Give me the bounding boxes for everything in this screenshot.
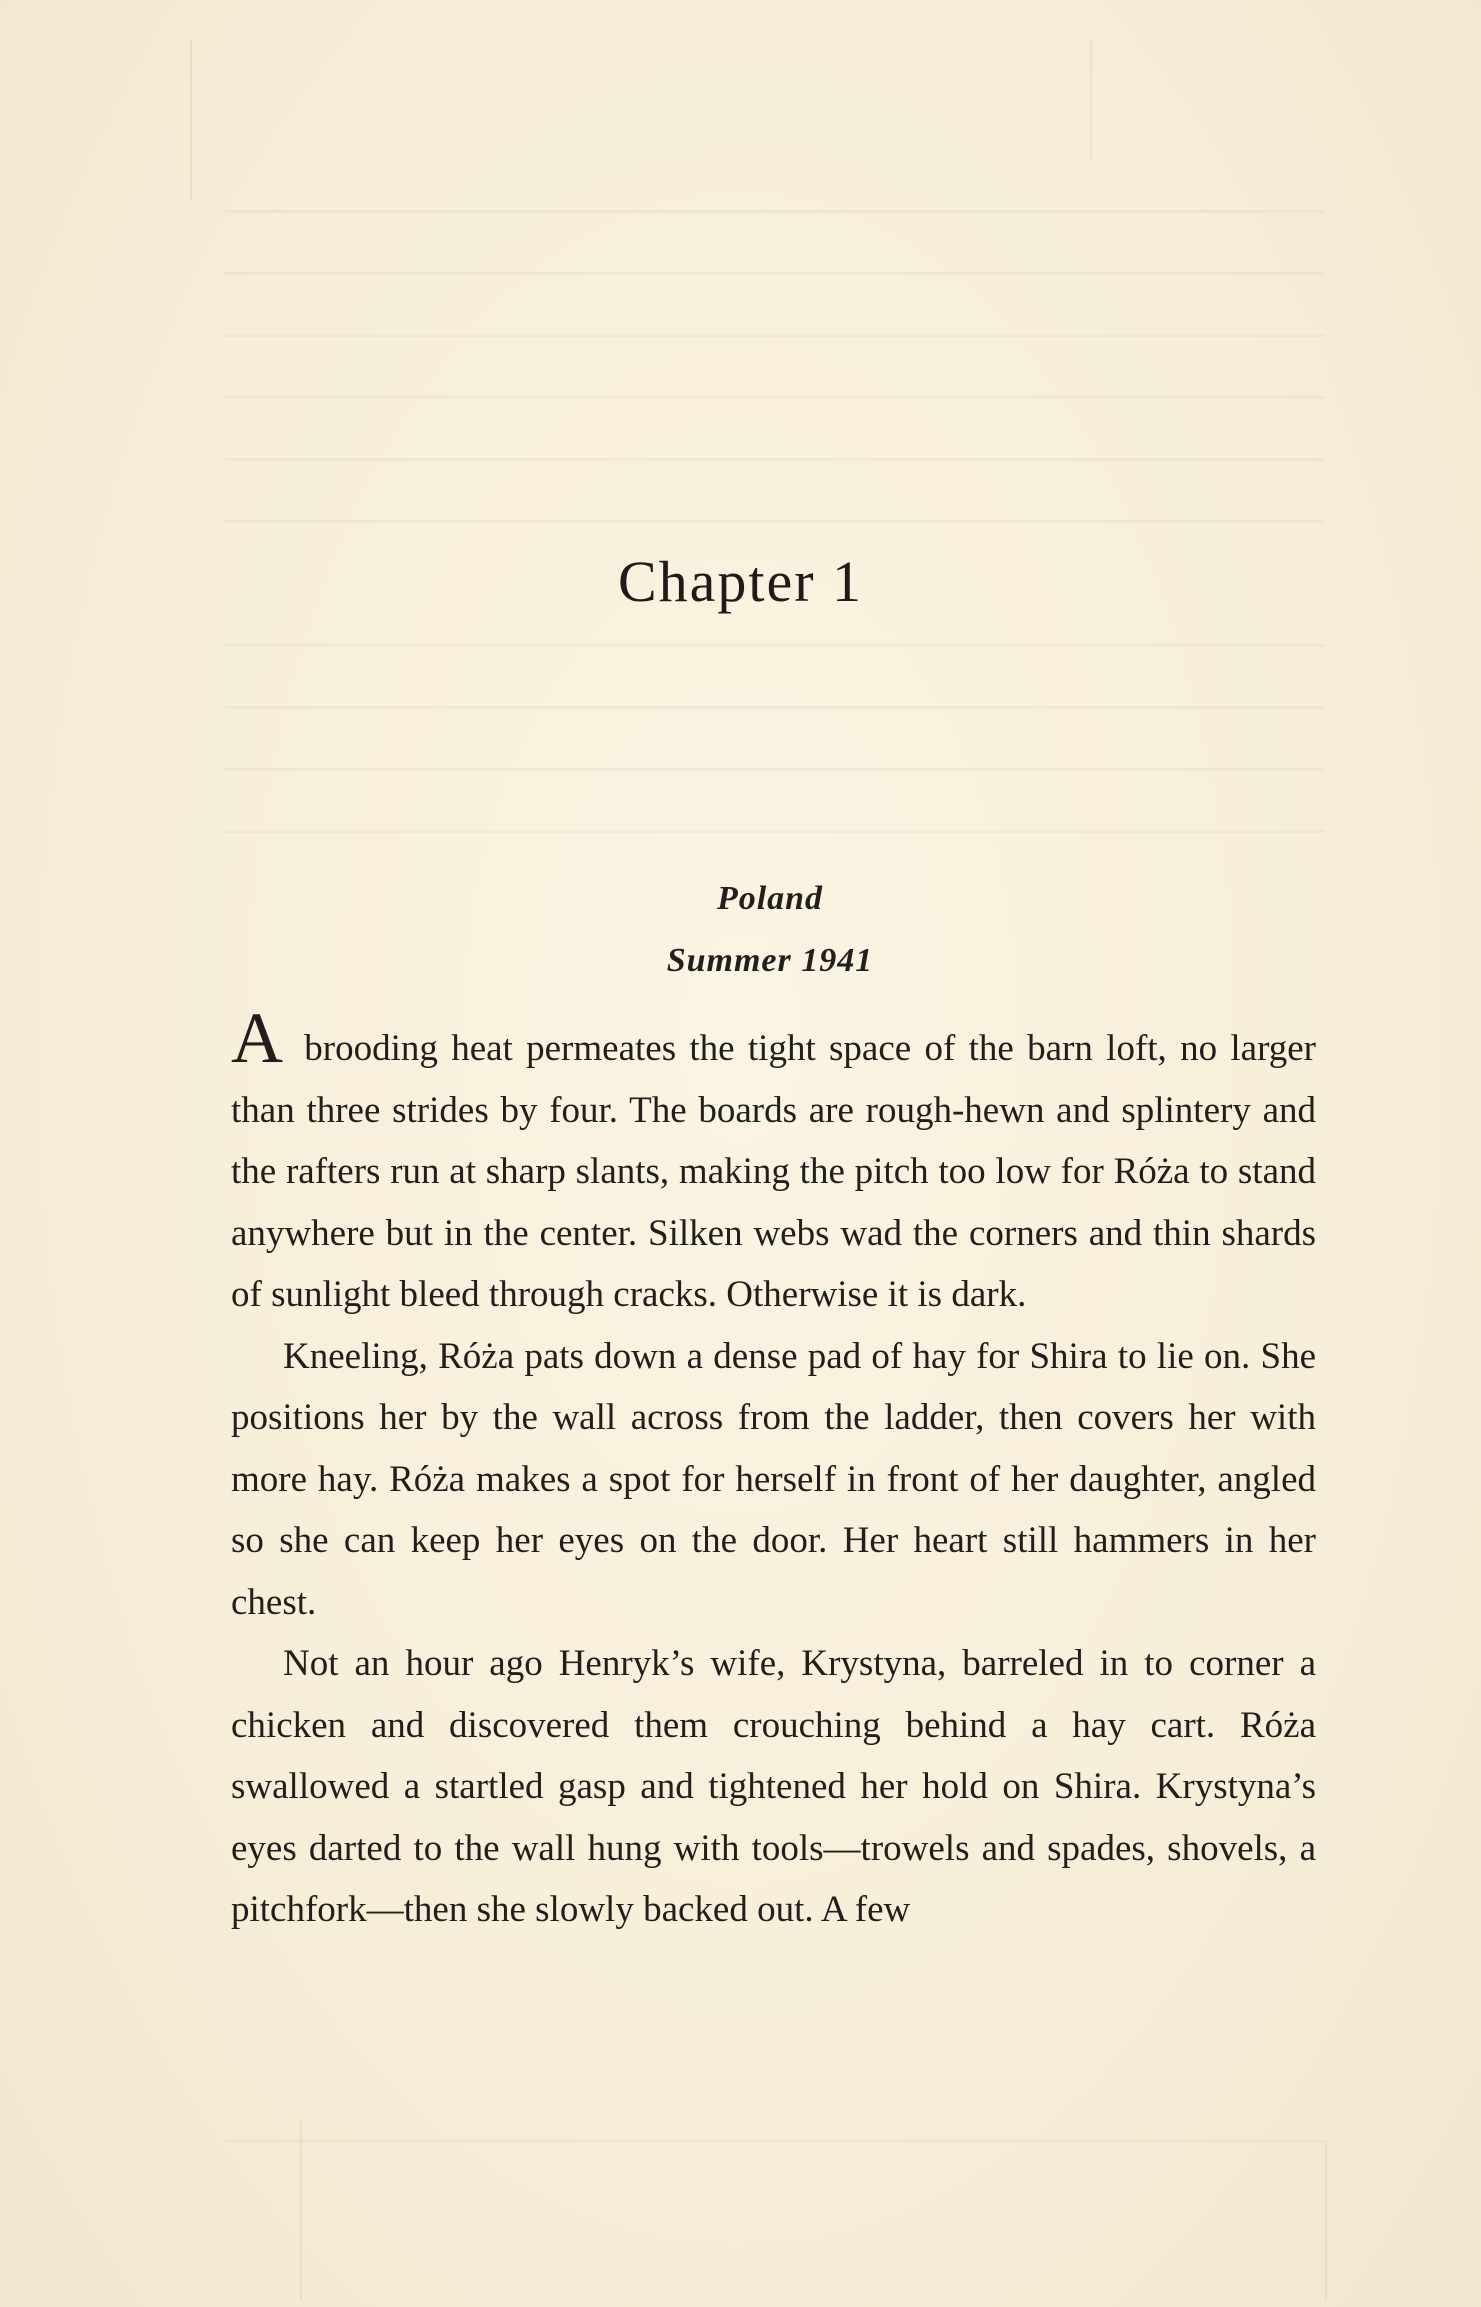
drop-cap: A	[231, 998, 283, 1078]
show-through-line	[225, 830, 1325, 833]
show-through-line	[225, 2140, 1325, 2143]
show-through-line	[225, 272, 1325, 275]
show-through-line	[225, 334, 1325, 337]
paragraph: Kneeling, Róża pats down a dense pad of hay for Shira to lie on. She positions her by the wall across from the ladder, then covers her with more hay. Róża makes a spot for herself in front of her daughter, angled so she can keep her eyes on the door. Her heart still hammers in her chest.	[231, 1335, 1316, 1623]
show-through-line	[225, 458, 1325, 461]
show-through-line	[225, 706, 1325, 709]
show-through-line	[225, 644, 1325, 647]
chapter-title: Chapter 1	[617, 549, 864, 614]
show-through-line	[225, 520, 1325, 523]
show-through-line	[225, 768, 1325, 771]
paper-crease	[1325, 2140, 1327, 2300]
show-through-line	[225, 396, 1325, 399]
paper-crease	[190, 40, 192, 200]
show-through-line	[225, 210, 1325, 213]
paragraph	[231, 998, 1316, 1326]
paper-crease	[1090, 40, 1092, 160]
setting-time: Summer 1941	[666, 942, 874, 979]
paragraph: Not an hour ago Henryk’s wife, Krystyna, barreled in to corner a chicken and discovered them crouching behind a hay cart. Róża swallowed a startled gasp and tightened her hold on Shira. Krystyna’s eyes darted to the wall hung with tools—trowels and spades, shovels, a pitchfork—then she slowly backed out. A few	[231, 1643, 1316, 1930]
setting-place: Poland	[716, 880, 824, 917]
chapter-body	[231, 998, 1316, 1941]
paper-crease	[300, 2120, 302, 2300]
chapter-setting	[0, 868, 1481, 992]
paragraph-text: brooding heat permeates the tight space of the barn loft, no larger than three strides by four. The boards are rough-hewn and splintery and the rafters run at sharp slants, making the pitch too low for Róża to stand anywhere but in the center. Silken webs wad the corners and thin shards of sunlight bleed through cracks. Otherwise it is dark.	[231, 1028, 1316, 1315]
